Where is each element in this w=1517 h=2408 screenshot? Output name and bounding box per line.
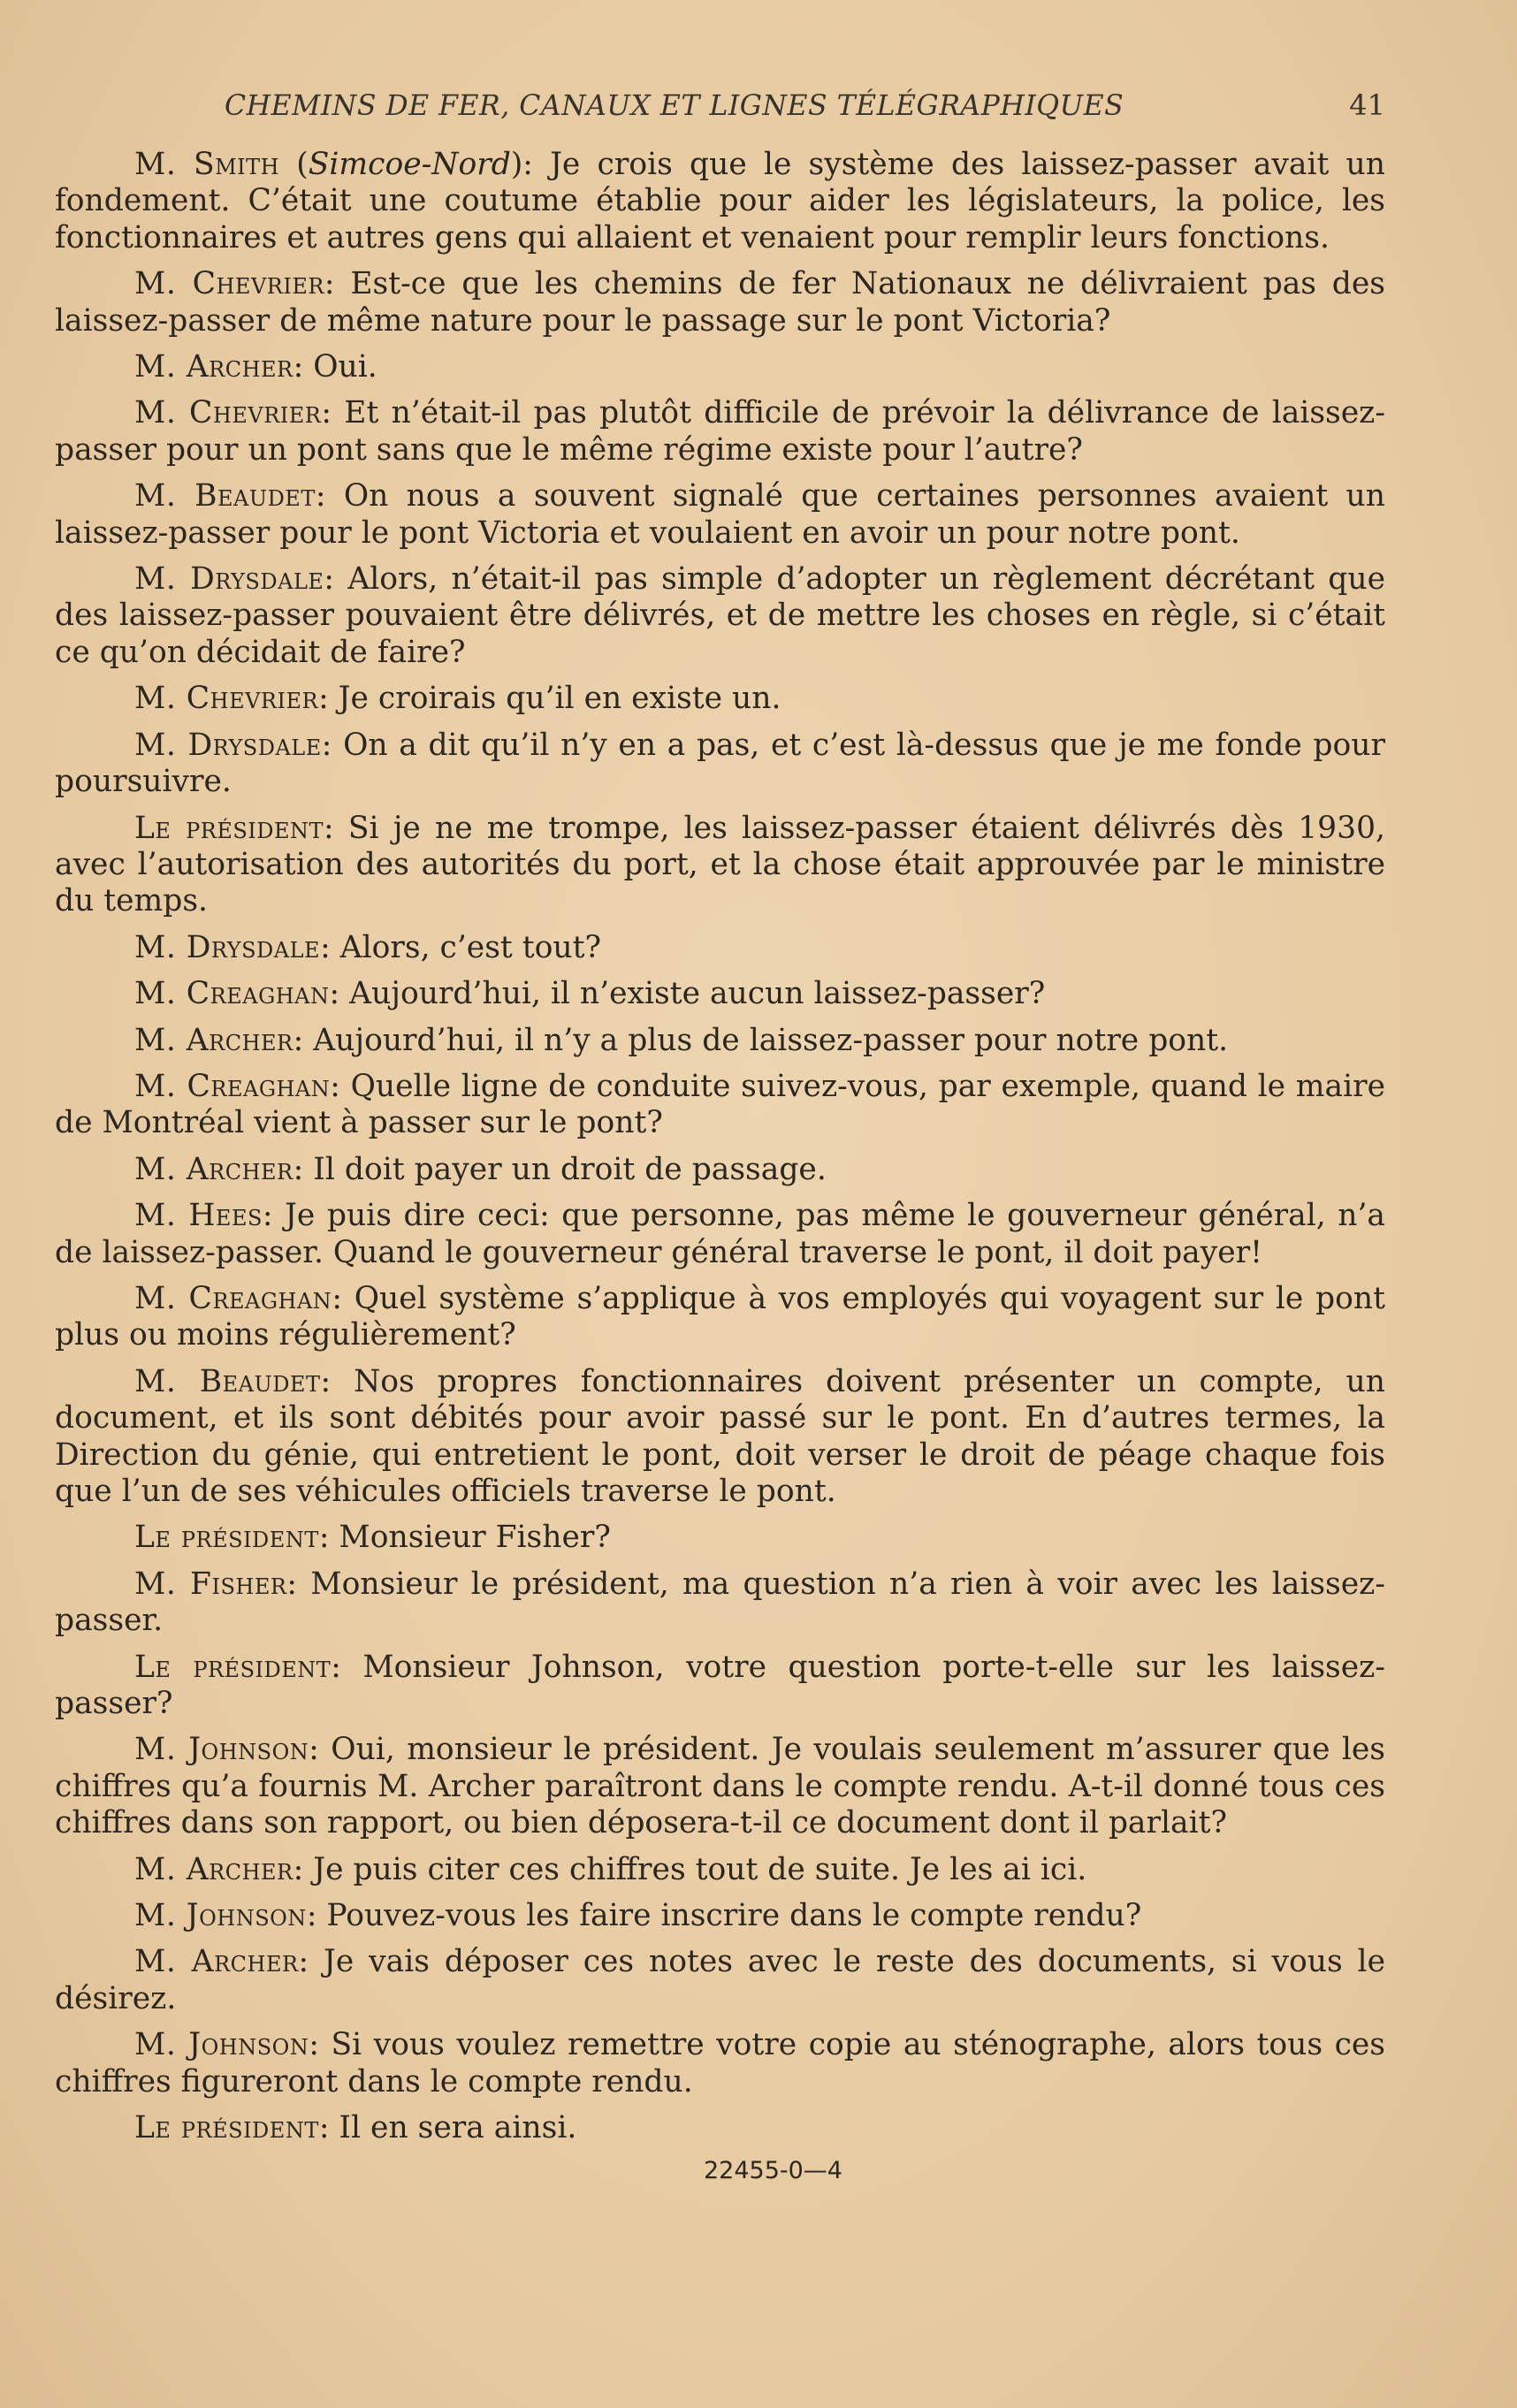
transcript-entry: Le président: Il en sera ainsi. bbox=[134, 2110, 577, 2146]
speech-text: Si je ne me trompe, les laissez-passer étaient délivrés dès 1930, avec l’autorisation des autorités du port, et la chose était approuvée par le ministre du temps. bbox=[55, 810, 1386, 919]
speaker-name: M. Drysdale bbox=[134, 929, 321, 965]
transcript-entry: M. Drysdale: On a dit qu’il n’y en a pas, et c’est là-dessus que je me fonde pour poursuivre. bbox=[55, 727, 1386, 800]
transcript-entry: M. Creaghan: Quel système s’applique à vos employés qui voyagent sur le pont plus ou moins régulièrement? bbox=[55, 1280, 1385, 1353]
speech-text: Aujourd’hui, il n’y a plus de laissez-passer pour notre pont. bbox=[313, 1022, 1229, 1058]
speaker-name: Le président bbox=[134, 1649, 332, 1685]
speech-text: Oui. bbox=[313, 349, 377, 385]
speech-text: Quel système s’applique à vos employés qui voyagent sur le pont plus ou moins régulièrement? bbox=[55, 1280, 1385, 1353]
speech-text: Monsieur le président, ma question n’a rien à voir avec les laissez-passer. bbox=[55, 1566, 1386, 1639]
speech-text: Il en sera ainsi. bbox=[339, 2110, 577, 2146]
speaker-name: Le président bbox=[134, 2110, 319, 2146]
speaker-name: M. Johnson bbox=[134, 2027, 309, 2063]
speech-text: Je puis citer ces chiffres tout de suite. Je les ai ici. bbox=[313, 1851, 1087, 1887]
speaker-name: M. Beaudet bbox=[134, 1363, 321, 1399]
speaker-name: M. Archer bbox=[134, 1151, 293, 1187]
transcript-entry: M. Beaudet: Nos propres fonctionnaires doivent présenter un compte, un document, et ils sont débités pour avoir passé sur le pont. En d’autres termes, la Direction du génie, qui entretient le pont, doit verser le droit de péage chaque fois que l’un de ses véhicules officiels traverse le pont. bbox=[55, 1363, 1386, 1509]
speaker-name: M. Archer bbox=[134, 1022, 293, 1058]
speech-text: Oui, monsieur le président. Je voulais seulement m’assurer que les chiffres qu’a fournis M. Archer paraîtront dans le compte rendu. A-t-il donné tous ces chiffres dans son rapport, ou bien déposera-t-il ce document dont il parlait? bbox=[55, 1732, 1386, 1841]
speech-text: Monsieur Fisher? bbox=[339, 1520, 611, 1556]
speaker-name: M. Johnson bbox=[134, 1732, 309, 1768]
document-page bbox=[55, 88, 1385, 2184]
speech-text: Je vais déposer ces notes avec le reste des documents, si vous le désirez. bbox=[55, 1944, 1385, 2016]
speech-text: Quelle ligne de conduite suivez-vous, par exemple, quand le maire de Montréal vient à passer sur le pont? bbox=[55, 1068, 1386, 1141]
transcript-entry: M. Drysdale: Alors, n’était-il pas simple d’adopter un règlement décrétant que des laissez-passer pouvaient être délivrés, et de mettre les choses en règle, si c’était ce qu’on décidait de faire? bbox=[55, 561, 1385, 670]
transcript-entry: M. Chevrier: Je croirais qu’il en existe un. bbox=[134, 681, 781, 717]
transcript-entry: Le président: Si je ne me trompe, les laissez-passer étaient délivrés dès 1930, avec l’autorisation des autorités du port, et la chose était approuvée par le ministre du temps. bbox=[55, 810, 1386, 919]
transcript-entry: M. Chevrier: Et n’était-il pas plutôt difficile de prévoir la délivrance de laissez-passer pour un pont sans que le même régime existe pour l’autre? bbox=[55, 395, 1385, 468]
speaker-name: M. Archer bbox=[134, 1851, 293, 1887]
transcript-entry: M. Archer: Aujourd’hui, il n’y a plus de laissez-passer pour notre pont. bbox=[134, 1022, 1229, 1058]
page-number: 41 bbox=[1349, 88, 1385, 122]
transcript-entry: M. Johnson: Si vous voulez remettre votre copie au sténographe, alors tous ces chiffres figureront dans le compte rendu. bbox=[55, 2027, 1386, 2099]
running-title: CHEMINS DE FER, CANAUX ET LIGNES TÉLÉGRAPHIQUES bbox=[225, 90, 1124, 122]
speaker-name: M. Fisher bbox=[134, 1566, 287, 1602]
speech-text: Monsieur Johnson, votre question porte-t-elle sur les laissez-passer? bbox=[55, 1649, 1386, 1722]
transcript-entry: M. Drysdale: Alors, c’est tout? bbox=[134, 929, 601, 965]
speaker-name: M. Johnson bbox=[134, 1898, 307, 1934]
transcript-entry: M. Smith (Simcoe-Nord): Je crois que le système des laissez-passer avait un fondement. C’était une coutume établie pour aider les législateurs, la police, les fonctionnaires et autres gens qui allaient et venaient pour remplir leurs fonctions. bbox=[55, 147, 1385, 255]
speaker-name: M. Hees bbox=[134, 1198, 263, 1234]
transcript-entry: M. Hees: Je puis dire ceci: que personne, pas même le gouverneur général, n’a de laissez-passer. Quand le gouverneur général traverse le pont, il doit payer! bbox=[55, 1198, 1385, 1270]
speech-text: On a dit qu’il n’y en a pas, et c’est là-dessus que je me fonde pour poursuivre. bbox=[55, 727, 1386, 800]
speech-text: Il doit payer un droit de passage. bbox=[313, 1151, 827, 1187]
transcript-entry: M. Chevrier: Est-ce que les chemins de fer Nationaux ne délivraient pas des laissez-passer de même nature pour le passage sur le pont Victoria? bbox=[55, 266, 1386, 339]
speaker-name: M. Chevrier bbox=[134, 266, 324, 302]
transcript-entry: M. Archer: Il doit payer un droit de passage. bbox=[134, 1151, 827, 1187]
speech-text: On nous a souvent signalé que certaines personnes avaient un laissez-passer pour le pont Victoria et voulaient en avoir un pour notre pont. bbox=[55, 478, 1385, 551]
transcript-entry: M. Fisher: Monsieur le président, ma question n’a rien à voir avec les laissez-passer. bbox=[55, 1566, 1386, 1639]
running-header bbox=[55, 88, 1385, 122]
speech-text: Pouvez-vous les faire inscrire dans le compte rendu? bbox=[326, 1898, 1142, 1934]
speaker-name: M. Creaghan bbox=[134, 1280, 332, 1316]
speech-text: Alors, c’est tout? bbox=[339, 929, 601, 965]
speech-text: Je crois que le système des laissez-passer avait un fondement. C’était une coutume établie pour aider les législateurs, la police, les fonctionnaires et autres gens qui allaient et venaient pour remplir leurs fonctions. bbox=[55, 147, 1385, 255]
speaker-name: M. Drysdale bbox=[134, 727, 322, 763]
transcript-entry: Le président: Monsieur Fisher? bbox=[134, 1520, 611, 1556]
transcript-entry: Le président: Monsieur Johnson, votre question porte-t-elle sur les laissez-passer? bbox=[55, 1649, 1386, 1722]
transcript-entry: M. Johnson: Pouvez-vous les faire inscrire dans le compte rendu? bbox=[134, 1898, 1142, 1934]
speaker-name: Le président bbox=[134, 810, 324, 846]
speech-text: Est-ce que les chemins de fer Nationaux ne délivraient pas des laissez-passer de même nature pour le passage sur le pont Victoria? bbox=[55, 266, 1386, 339]
speaker-name: M. Chevrier bbox=[134, 681, 319, 717]
speaker-name: M. Creaghan bbox=[134, 1068, 331, 1104]
speaker-riding: Simcoe-Nord bbox=[308, 147, 511, 182]
speaker-name: Le président bbox=[134, 1520, 319, 1556]
speech-text: Nos propres fonctionnaires doivent présenter un compte, un document, et ils sont débités pour avoir passé sur le pont. En d’autres termes, la Direction du génie, qui entretient le pont, doit verser le droit de péage chaque fois que l’un de ses véhicules officiels traverse le pont. bbox=[55, 1363, 1386, 1509]
printer-signature: 22455-0—4 bbox=[704, 2156, 842, 2184]
transcript-entry: M. Creaghan: Aujourd’hui, il n’existe aucun laissez-passer? bbox=[134, 976, 1046, 1012]
speaker-name: M. Beaudet bbox=[134, 478, 316, 514]
speaker-name: M. Creaghan bbox=[134, 976, 330, 1012]
speech-text: Et n’était-il pas plutôt difficile de prévoir la délivrance de laissez-passer pour un pont sans que le même régime existe pour l’autre? bbox=[55, 395, 1385, 468]
transcript-entry: M. Johnson: Oui, monsieur le président. Je voulais seulement m’assurer que les chiffres qu’a fournis M. Archer paraîtront dans le compte rendu. A-t-il donné tous ces chiffres dans son rapport, ou bien déposera-t-il ce document dont il parlait? bbox=[55, 1732, 1386, 1841]
transcript-entry: M. Beaudet: On nous a souvent signalé que certaines personnes avaient un laissez-passer pour le pont Victoria et voulaient en avoir un pour notre pont. bbox=[55, 478, 1385, 551]
speech-text: Je croirais qu’il en existe un. bbox=[338, 681, 781, 717]
speech-text: Alors, n’était-il pas simple d’adopter un règlement décrétant que des laissez-passer pouvaient être délivrés, et de mettre les choses en règle, si c’était ce qu’on décidait de faire? bbox=[55, 561, 1385, 670]
transcript-entry: M. Creaghan: Quelle ligne de conduite suivez-vous, par exemple, quand le maire de Montréal vient à passer sur le pont? bbox=[55, 1068, 1386, 1141]
transcript-entry: M. Archer: Je vais déposer ces notes avec le reste des documents, si vous le désirez. bbox=[55, 1944, 1385, 2016]
speaker-name: M. Archer bbox=[134, 349, 293, 385]
speaker-name: M. Drysdale bbox=[134, 561, 324, 598]
transcript bbox=[55, 147, 1385, 2147]
speech-text: Aujourd’hui, il n’existe aucun laissez-passer? bbox=[349, 976, 1046, 1012]
speech-text: Si vous voulez remettre votre copie au sténographe, alors tous ces chiffres figureront dans le compte rendu. bbox=[55, 2027, 1386, 2099]
speaker-name: M. Smith bbox=[134, 147, 280, 182]
speaker-name: M. Chevrier bbox=[134, 395, 322, 431]
speech-text: Je puis dire ceci: que personne, pas même le gouverneur général, n’a de laissez-passer. Quand le gouverneur général traverse le pont, il doit payer! bbox=[55, 1198, 1385, 1270]
transcript-entry: M. Archer: Oui. bbox=[134, 349, 377, 385]
speaker-name: M. Archer bbox=[134, 1944, 299, 1980]
transcript-entry: M. Archer: Je puis citer ces chiffres tout de suite. Je les ai ici. bbox=[134, 1851, 1087, 1887]
